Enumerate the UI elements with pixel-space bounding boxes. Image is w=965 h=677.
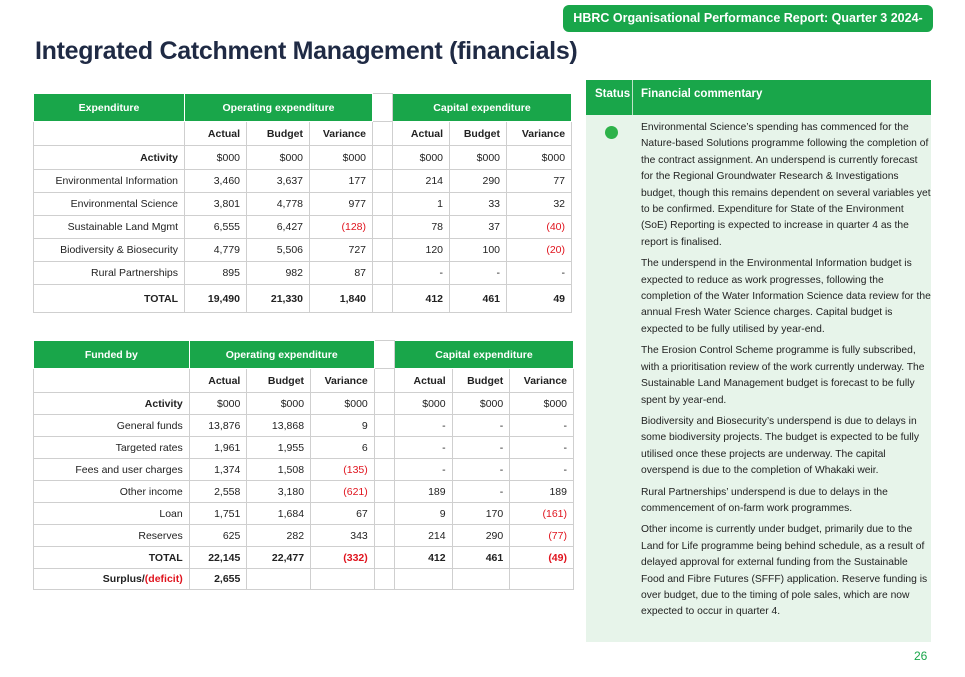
cap-cell: - xyxy=(510,459,574,481)
table-row xyxy=(34,193,572,216)
total-cell: 22,145 xyxy=(189,547,247,569)
table-row xyxy=(34,481,574,503)
unit-cell: $000 xyxy=(189,393,247,415)
op-cell: 3,180 xyxy=(247,481,311,503)
op-cell: 1,961 xyxy=(189,437,247,459)
unit-cell: $000 xyxy=(450,146,507,170)
column-gap xyxy=(373,262,393,285)
column-gap xyxy=(373,216,393,239)
table-header-row xyxy=(34,341,574,369)
op-cell: 982 xyxy=(247,262,310,285)
cap-cell: 214 xyxy=(394,525,452,547)
total-cell: 19,490 xyxy=(185,285,247,313)
total-row xyxy=(34,285,572,313)
row-label: Loan xyxy=(34,503,190,525)
cap-cell: 9 xyxy=(394,503,452,525)
cap-cell: (20) xyxy=(507,239,572,262)
commentary-header: Financial commentary xyxy=(641,88,763,100)
cap-budget-header: Budget xyxy=(450,122,507,146)
cap-cell: 189 xyxy=(510,481,574,503)
commentary-paragraph: Environmental Science’s spending has commenced for the Nature-based Solutions programme following the completion of the contract assignment. An underspend is currently forecast for the Regional Groundwater Research & Investigations budget, though this remains dependent on several variables yet to be confirmed. Expenditure for State of the Environment (SoE) Reporting is expected to increase in quarter 4 as the report is finalised. xyxy=(641,122,931,248)
unit-cell: $000 xyxy=(452,393,510,415)
cap-cell: 170 xyxy=(452,503,510,525)
table-header-row xyxy=(34,94,572,122)
row-label: Reserves xyxy=(34,525,190,547)
commentary-paragraph: The Erosion Control Scheme programme is fully subscribed, with a prioritisation review of the work currently underway. The Sustainable Land Management budget is forecast to be fully spent by year-end. xyxy=(641,345,925,406)
unit-cell: $000 xyxy=(185,146,247,170)
page-title: Integrated Catchment Management (financials) xyxy=(35,37,578,65)
header-divider xyxy=(632,80,633,115)
activity-header: Activity xyxy=(34,393,190,415)
cap-cell: 77 xyxy=(507,170,572,193)
table-row xyxy=(34,262,572,285)
cap-cell: - xyxy=(452,415,510,437)
status-indicator-icon xyxy=(605,126,618,139)
row-label: Other income xyxy=(34,481,190,503)
surplus-label xyxy=(34,569,190,590)
row-label: General funds xyxy=(34,415,190,437)
cap-cell: - xyxy=(452,437,510,459)
table-row xyxy=(34,459,574,481)
op-cell: 6 xyxy=(311,437,375,459)
table-row xyxy=(34,415,574,437)
column-gap xyxy=(374,481,394,503)
row-label: Targeted rates xyxy=(34,437,190,459)
activity-header: Activity xyxy=(34,146,185,170)
unit-cell: $000 xyxy=(247,146,310,170)
commentary-paragraph: Other income is currently under budget, primarily due to the Land for Life programme being behind schedule, as a result of delayed approval for external funding from the Sustainable Food and Fibre Futures (SFFF) application. Reserve funding is over budget, due to the timing of pole sales, which are now expected to occur in quarter 4. xyxy=(641,524,928,618)
total-cell: 22,477 xyxy=(247,547,311,569)
op-cell: 1,955 xyxy=(247,437,311,459)
cap-cell: - xyxy=(510,437,574,459)
unit-cell: $000 xyxy=(247,393,311,415)
unit-cell: $000 xyxy=(393,146,450,170)
table-row xyxy=(34,525,574,547)
op-cell: (621) xyxy=(311,481,375,503)
total-label: TOTAL xyxy=(34,285,185,313)
cap-cell: - xyxy=(394,415,452,437)
commentary-paragraph: Rural Partnerships’ underspend is due to delays in the commencement of on-farm work programmes. xyxy=(641,486,888,514)
op-cell: (128) xyxy=(310,216,373,239)
unit-cell: $000 xyxy=(394,393,452,415)
unit-cell: $000 xyxy=(311,393,375,415)
cap-cell: - xyxy=(452,481,510,503)
op-cell: 3,801 xyxy=(185,193,247,216)
cap-actual-header: Actual xyxy=(394,369,452,393)
capital-expenditure-header: Capital expenditure xyxy=(393,94,572,122)
cap-cell: (40) xyxy=(507,216,572,239)
page-number: 26 xyxy=(914,649,928,663)
total-row xyxy=(34,547,574,569)
op-budget-header: Budget xyxy=(247,122,310,146)
op-cell: 1,374 xyxy=(189,459,247,481)
cap-cell: - xyxy=(510,415,574,437)
op-cell: 977 xyxy=(310,193,373,216)
status-header: Status xyxy=(595,88,631,100)
surplus-label-prefix: Surplus/ xyxy=(102,573,145,585)
column-gap xyxy=(374,415,394,437)
column-gap xyxy=(374,437,394,459)
op-cell: 2,558 xyxy=(189,481,247,503)
op-cell: 67 xyxy=(311,503,375,525)
expenditure-table xyxy=(33,93,572,313)
total-cell: (332) xyxy=(311,547,375,569)
cap-cell: (77) xyxy=(510,525,574,547)
subheader-row xyxy=(34,369,574,393)
cap-cell: 78 xyxy=(393,216,450,239)
column-gap xyxy=(373,193,393,216)
operating-expenditure-header: Operating expenditure xyxy=(189,341,374,369)
op-cell: 87 xyxy=(310,262,373,285)
total-cell: 461 xyxy=(450,285,507,313)
column-gap xyxy=(374,341,394,369)
cap-cell: - xyxy=(394,437,452,459)
surplus-row xyxy=(34,569,574,590)
cap-variance-header: Variance xyxy=(507,122,572,146)
row-label: Environmental Information xyxy=(34,170,185,193)
cap-cell: - xyxy=(450,262,507,285)
column-gap xyxy=(374,459,394,481)
column-gap xyxy=(374,525,394,547)
units-row xyxy=(34,393,574,415)
column-gap xyxy=(374,503,394,525)
capital-expenditure-header: Capital expenditure xyxy=(394,341,573,369)
row-label: Fees and user charges xyxy=(34,459,190,481)
op-cell: 13,876 xyxy=(189,415,247,437)
unit-cell: $000 xyxy=(507,146,572,170)
cap-cell: 100 xyxy=(450,239,507,262)
table-row xyxy=(34,216,572,239)
row-label: Rural Partnerships xyxy=(34,262,185,285)
op-cell: 3,460 xyxy=(185,170,247,193)
op-cell: 6,427 xyxy=(247,216,310,239)
column-gap xyxy=(373,239,393,262)
cap-cell: 1 xyxy=(393,193,450,216)
op-cell: 1,508 xyxy=(247,459,311,481)
op-variance-header: Variance xyxy=(310,122,373,146)
op-cell: 9 xyxy=(311,415,375,437)
row-label: Sustainable Land Mgmt xyxy=(34,216,185,239)
surplus-value: 2,655 xyxy=(189,569,247,590)
funding-table xyxy=(33,340,574,590)
cap-cell: - xyxy=(452,459,510,481)
column-gap xyxy=(373,170,393,193)
op-cell: 282 xyxy=(247,525,311,547)
subheader-row xyxy=(34,122,572,146)
cap-cell: (161) xyxy=(510,503,574,525)
op-cell: 4,779 xyxy=(185,239,247,262)
op-variance-header: Variance xyxy=(311,369,375,393)
op-cell: 13,868 xyxy=(247,415,311,437)
commentary-header-bar xyxy=(586,80,931,115)
op-cell: 6,555 xyxy=(185,216,247,239)
op-cell: 625 xyxy=(189,525,247,547)
cap-cell: 120 xyxy=(393,239,450,262)
cap-cell: - xyxy=(393,262,450,285)
row-label: Environmental Science xyxy=(34,193,185,216)
table-row xyxy=(34,503,574,525)
financial-commentary-panel xyxy=(586,80,931,642)
op-cell: 4,778 xyxy=(247,193,310,216)
op-cell: 3,637 xyxy=(247,170,310,193)
op-actual-header: Actual xyxy=(185,122,247,146)
report-header-badge: HBRC Organisational Performance Report: Quarter 3 2024-2025 xyxy=(563,5,933,32)
table-row xyxy=(34,437,574,459)
cap-cell: 290 xyxy=(452,525,510,547)
units-row xyxy=(34,146,572,170)
deficit-label: (deficit) xyxy=(144,573,183,585)
total-cell: 461 xyxy=(452,547,510,569)
operating-expenditure-header: Operating expenditure xyxy=(185,94,373,122)
commentary-paragraph: Biodiversity and Biosecurity’s underspend is due to delays in some biodiversity projects. The budget is expected to be fully utilised once these projects are underway. The capital overspend is due to the completion of Whakaki weir. xyxy=(641,415,919,477)
unit-cell: $000 xyxy=(310,146,373,170)
op-cell: 5,506 xyxy=(247,239,310,262)
total-label: TOTAL xyxy=(34,547,190,569)
cap-cell: 214 xyxy=(393,170,450,193)
cap-cell: 189 xyxy=(394,481,452,503)
total-cell: 412 xyxy=(394,547,452,569)
op-budget-header: Budget xyxy=(247,369,311,393)
cap-cell: - xyxy=(507,262,572,285)
cap-cell: 290 xyxy=(450,170,507,193)
cap-cell: 37 xyxy=(450,216,507,239)
total-cell: 21,330 xyxy=(247,285,310,313)
op-cell: 727 xyxy=(310,239,373,262)
op-cell: 177 xyxy=(310,170,373,193)
cap-cell: 32 xyxy=(507,193,572,216)
row-label: Biodiversity & Biosecurity xyxy=(34,239,185,262)
commentary-paragraph: The underspend in the Environmental Information budget is expected to reduce as work progresses, following the completion of the Water Information Science data review for the annual Fresh Water Science charges. Capital budget is expected to be fully utilised by year-end. xyxy=(641,258,931,335)
cap-cell: 33 xyxy=(450,193,507,216)
op-cell: (135) xyxy=(311,459,375,481)
table-row xyxy=(34,170,572,193)
total-cell: 49 xyxy=(507,285,572,313)
op-cell: 343 xyxy=(311,525,375,547)
funded-by-header: Funded by xyxy=(34,341,190,369)
total-cell: 412 xyxy=(393,285,450,313)
table-row xyxy=(34,239,572,262)
expenditure-header: Expenditure xyxy=(34,94,185,122)
unit-cell: $000 xyxy=(510,393,574,415)
op-cell: 895 xyxy=(185,262,247,285)
column-gap xyxy=(373,94,393,122)
commentary-text xyxy=(641,120,931,626)
total-cell: 1,840 xyxy=(310,285,373,313)
cap-actual-header: Actual xyxy=(393,122,450,146)
cap-variance-header: Variance xyxy=(510,369,574,393)
op-actual-header: Actual xyxy=(189,369,247,393)
total-cell: (49) xyxy=(510,547,574,569)
op-cell: 1,751 xyxy=(189,503,247,525)
op-cell: 1,684 xyxy=(247,503,311,525)
cap-cell: - xyxy=(394,459,452,481)
cap-budget-header: Budget xyxy=(452,369,510,393)
